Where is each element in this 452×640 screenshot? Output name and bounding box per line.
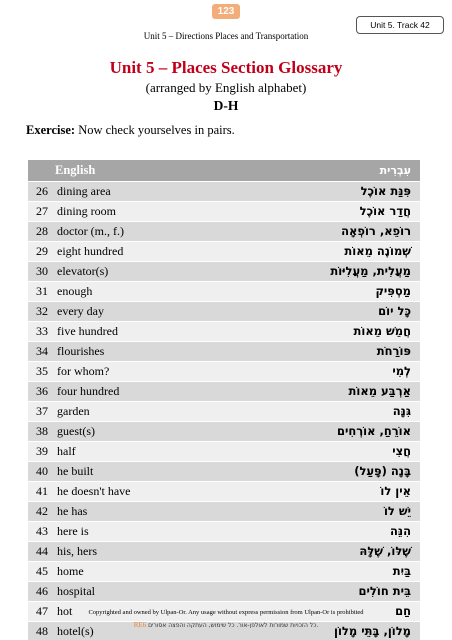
entry-number: 28 <box>28 221 54 241</box>
table-row <box>28 261 420 281</box>
hebrew-term: הִנֵּה <box>244 521 420 541</box>
footer-notice <box>0 621 452 629</box>
entry-number: 34 <box>28 341 54 361</box>
hebrew-term: בָּנָה (פָּעַל) <box>244 461 420 481</box>
hebrew-term: חֲמֵשׁ מֵאוֹת <box>244 321 420 341</box>
table-row <box>28 401 420 421</box>
hebrew-term: שְׁמוֹנֶה מֵאוֹת <box>244 241 420 261</box>
hebrew-term: בַּיִת <box>244 561 420 581</box>
english-term: he doesn't have <box>54 481 244 501</box>
hebrew-term: חַם <box>244 601 420 621</box>
entry-number: 35 <box>28 361 54 381</box>
entry-number: 29 <box>28 241 54 261</box>
glossary-body <box>28 181 420 640</box>
entry-number: 26 <box>28 181 54 201</box>
entry-number: 45 <box>28 561 54 581</box>
hebrew-term: פִּנַּת אוֹכֶל <box>244 181 420 201</box>
entry-number: 27 <box>28 201 54 221</box>
english-term: flourishes <box>54 341 244 361</box>
alphabet-range: D-H <box>213 98 239 113</box>
exercise-text: Now check yourselves in pairs. <box>75 123 235 137</box>
entry-number: 33 <box>28 321 54 341</box>
table-row <box>28 281 420 301</box>
table-row <box>28 461 420 481</box>
english-term: half <box>54 441 244 461</box>
english-term: garden <box>54 401 244 421</box>
hebrew-term: רוֹפֵא, רוֹפְאָה <box>244 221 420 241</box>
table-row <box>28 321 420 341</box>
english-term: five hundred <box>54 321 244 341</box>
glossary-header-row <box>28 160 420 181</box>
copyright-notice: Copyrighted and owned by Ulpan-Or. Any usage without express permission from Ulpan-Or is prohibited <box>88 609 364 616</box>
table-row <box>28 501 420 521</box>
table-row <box>28 441 420 461</box>
entry-number: 38 <box>28 421 54 441</box>
entry-number: 31 <box>28 281 54 301</box>
english-term: four hundred <box>54 381 244 401</box>
table-row <box>28 541 420 561</box>
english-term: elevator(s) <box>54 261 244 281</box>
table-row <box>28 481 420 501</box>
hebrew-term: בֵּית חוֹלִים <box>244 581 420 601</box>
english-term: hotel(s) <box>54 621 244 640</box>
entry-number: 40 <box>28 461 54 481</box>
english-term: hot <box>54 601 244 621</box>
audio-track-label: Unit 5. Track 42 <box>356 16 444 34</box>
english-term: dining room <box>54 201 244 221</box>
english-term: every day <box>54 301 244 321</box>
page-subtitle: (arranged by English alphabet) <box>145 80 307 95</box>
exercise-label: Exercise: <box>26 123 76 137</box>
entry-number: 41 <box>28 481 54 501</box>
entry-number: 37 <box>28 401 54 421</box>
table-row <box>28 241 420 261</box>
footer-code: RE6 <box>133 621 147 629</box>
page-number-badge: 123 <box>212 4 240 19</box>
english-term: his, hers <box>54 541 244 561</box>
page-title: Unit 5 – Places Section Glossary <box>109 58 343 77</box>
hebrew-term: לְמִי <box>244 361 420 381</box>
entry-number: 48 <box>28 621 54 640</box>
table-row <box>28 181 420 201</box>
hebrew-term: מָלוֹן, בָּתֵּי מָלוֹן <box>244 621 420 640</box>
hebrew-term: אַרְבַּע מֵאוֹת <box>244 381 420 401</box>
table-row <box>28 421 420 441</box>
table-row <box>28 521 420 541</box>
hebrew-term: יֵשׁ לוֹ <box>244 501 420 521</box>
entry-number: 44 <box>28 541 54 561</box>
hebrew-term: חֲצִי <box>244 441 420 461</box>
table-row <box>28 201 420 221</box>
footer-hebrew-notice: כל הזכויות שמורות לאולפן-אור. כל שימוש, העתקה והפצה אסורים. <box>148 622 319 629</box>
english-term: hospital <box>54 581 244 601</box>
running-header: Unit 5 – Directions Places and Transportation <box>143 31 309 41</box>
entry-number: 39 <box>28 441 54 461</box>
entry-number: 36 <box>28 381 54 401</box>
entry-number: 32 <box>28 301 54 321</box>
entry-number: 30 <box>28 261 54 281</box>
hebrew-term: מַעֲלִית, מַעֲלִיּוֹת <box>244 261 420 281</box>
table-row <box>28 221 420 241</box>
english-term: eight hundred <box>54 241 244 261</box>
hebrew-term: מַסְפִּיק <box>244 281 420 301</box>
table-row <box>28 361 420 381</box>
entry-number: 42 <box>28 501 54 521</box>
hebrew-term: אֵין לוֹ <box>244 481 420 501</box>
table-row <box>28 561 420 581</box>
english-term: guest(s) <box>54 421 244 441</box>
hebrew-term: פּוֹרַחֺת <box>244 341 420 361</box>
english-term: he has <box>54 501 244 521</box>
english-term: he built <box>54 461 244 481</box>
english-term: for whom? <box>54 361 244 381</box>
hebrew-term: שֶׁלּוֹ, שֶׁלָּהּ <box>244 541 420 561</box>
english-term: enough <box>54 281 244 301</box>
english-column-header: English <box>28 160 244 181</box>
english-term: dining area <box>54 181 244 201</box>
english-term: home <box>54 561 244 581</box>
glossary-table <box>28 160 420 640</box>
entry-number: 47 <box>28 601 54 621</box>
english-term: doctor (m., f.) <box>54 221 244 241</box>
entry-number: 43 <box>28 521 54 541</box>
hebrew-column-header: עִבְרִית <box>244 160 420 181</box>
table-row <box>28 301 420 321</box>
hebrew-term: גִּנָּה <box>244 401 420 421</box>
table-row <box>28 381 420 401</box>
hebrew-term: אוֹרֵחַ, אוֹרְחִים <box>244 421 420 441</box>
hebrew-term: כָּל יוֹם <box>244 301 420 321</box>
exercise-instruction <box>26 123 235 138</box>
table-row <box>28 341 420 361</box>
english-term: here is <box>54 521 244 541</box>
hebrew-term: חֲדַר אוֹכֶל <box>244 201 420 221</box>
entry-number: 46 <box>28 581 54 601</box>
table-row <box>28 581 420 601</box>
